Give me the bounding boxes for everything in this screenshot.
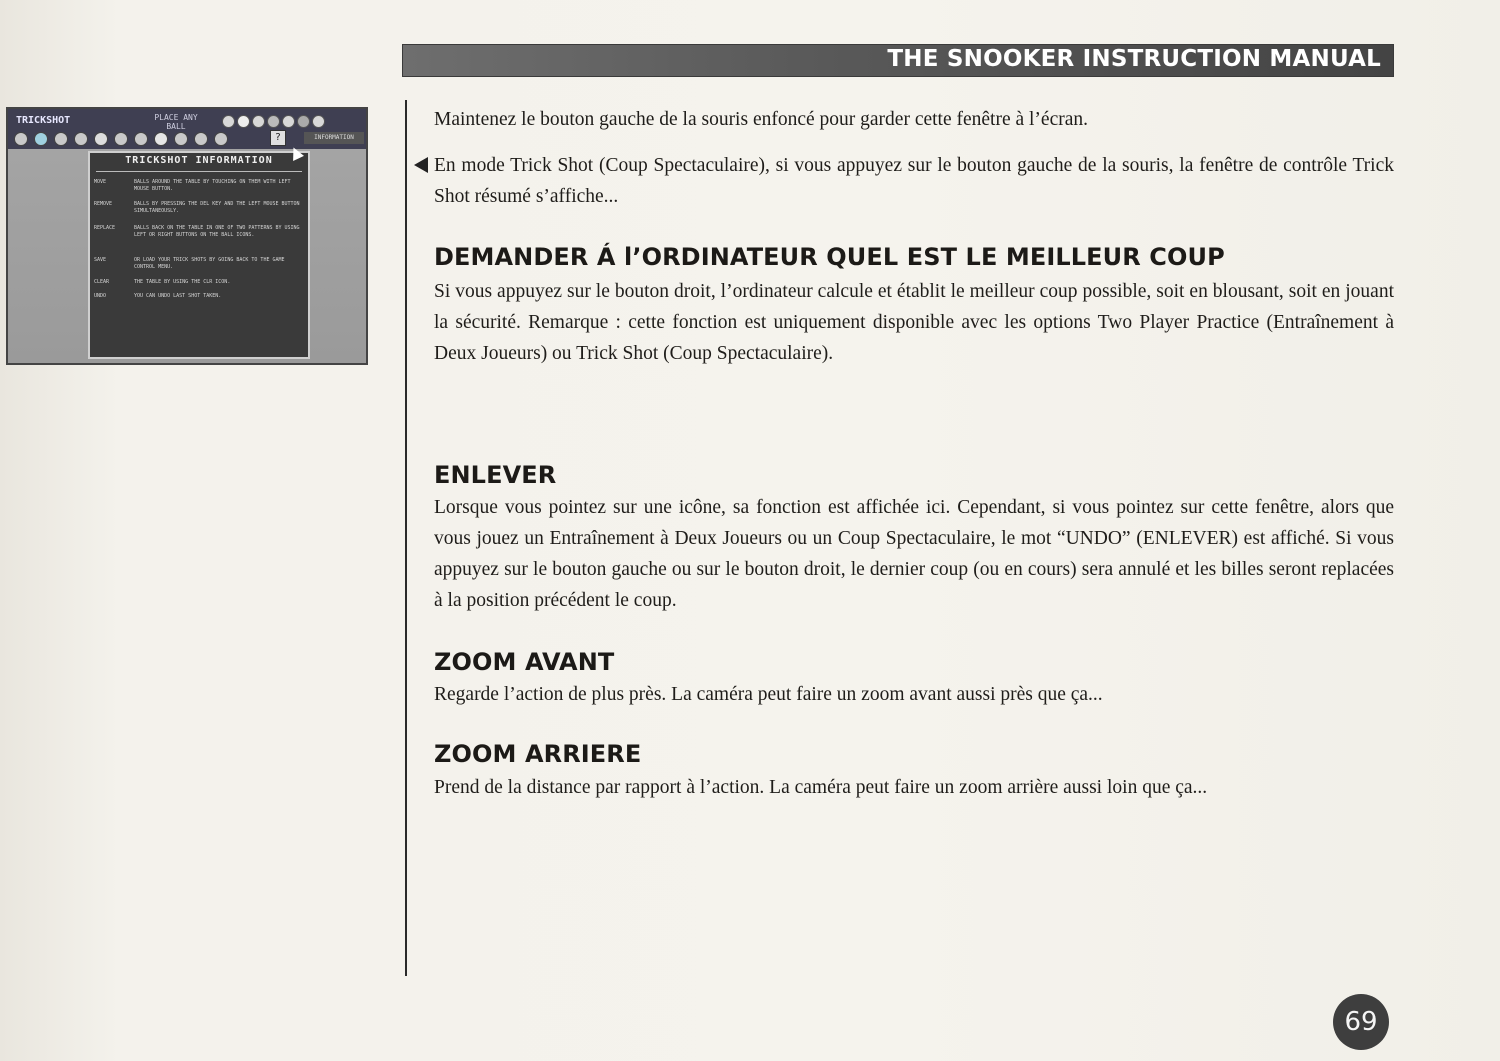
section-body: Lorsque vous pointez sur une icône, sa fonction est affichée ici. Cependant, si vous pointez sur cette fenêtre, alors que vous jouez un Entraînement à Deux Joueurs ou un Coup Spectaculaire, le mot “UNDO” (ENLEVER) est affiché. Si vous appuyez sur le bouton gauche ou sur le bouton droit, le dernier coup (ou en cours) sera annulé et les billes seront replacées à la position précédent le coup. [434, 497, 1394, 611]
info-row-desc: BALLS AROUND THE TABLE BY TOUCHING ON THEM WITH LEFT MOUSE BUTTON. [134, 179, 291, 192]
header-bar [402, 44, 1394, 77]
tool-icon [34, 132, 48, 146]
tool-icon [134, 132, 148, 146]
info-row-key: MOVE [94, 179, 107, 185]
manual-title: THE SNOOKER INSTRUCTION MANUAL [887, 46, 1381, 72]
info-row-key: UNDO [94, 293, 107, 299]
tool-icon [174, 132, 188, 146]
section-heading: DEMANDER Á l’ORDINATEUR QUEL EST LE MEILLEUR COUP [434, 243, 1225, 271]
trickshot-mode-label: TRICKSHOT [16, 115, 71, 126]
info-row-desc: OR LOAD YOUR TRICK SHOTS BY GOING BACK TO THE GAME CONTROL MENU. [134, 257, 285, 270]
section-body: Regarde l’action de plus près. La caméra peut faire un zoom avant aussi près que ça... [434, 684, 1103, 705]
information-tab: INFORMATION [304, 132, 364, 144]
info-row-desc: BALLS BY PRESSING THE DEL KEY AND THE LEFT MOUSE BUTTON SIMULTANEOUSLY. [134, 201, 300, 214]
tool-icon [114, 132, 128, 146]
info-row-desc: BALLS BACK ON THE TABLE IN ONE OF TWO PATTERNS BY USING LEFT OR RIGHT BUTTONS ON THE BALL ICONS. [134, 225, 300, 238]
info-row-key: CLEAR [94, 279, 110, 285]
tool-icon [154, 132, 168, 146]
tool-icon [54, 132, 68, 146]
dialog-divider [96, 171, 302, 172]
info-row-desc: THE TABLE BY USING THE CLR ICON. [134, 279, 231, 285]
section-body: Prend de la distance par rapport à l’action. La caméra peut faire un zoom arrière aussi loin que ça... [434, 777, 1208, 798]
intro-paragraph-1: Maintenez le bouton gauche de la souris enfoncé pour garder cette fenêtre à l’écran. [434, 109, 1089, 130]
column-divider [405, 100, 407, 976]
place-ball-label: PLACE ANY BALL [154, 113, 198, 131]
section-heading: ZOOM ARRIERE [434, 740, 642, 768]
tool-icon [194, 132, 208, 146]
ball-icon [297, 115, 310, 128]
section-body: Si vous appuyez sur le bouton droit, l’ordinateur calcule et établit le meilleur coup possible, soit en blousant, soit en jouant la sécurité. Remarque : cette fonction est uniquement disponible avec les options Two Player Practice (Entraînement à Deux Joueurs) ou Trick Shot (Coup Spectaculaire). [434, 281, 1394, 364]
info-row-key: REPLACE [94, 225, 116, 231]
ball-icon [237, 115, 250, 128]
info-row-desc: YOU CAN UNDO LAST SHOT TAKEN. [134, 293, 222, 299]
page-number: 69 [1333, 994, 1389, 1050]
tool-icon [214, 132, 228, 146]
pointer-arrow-icon [414, 157, 428, 173]
ball-icon [222, 115, 235, 128]
tool-icon [74, 132, 88, 146]
tool-icon [94, 132, 108, 146]
info-row-key: SAVE [94, 257, 107, 263]
ball-icon [282, 115, 295, 128]
game-toolbar [8, 109, 366, 149]
ball-icon [312, 115, 325, 128]
ball-icon [252, 115, 265, 128]
trickshot-screenshot [6, 107, 368, 365]
section-heading: ENLEVER [434, 461, 557, 489]
help-icon: ? [270, 130, 286, 146]
intro-paragraph-2: En mode Trick Shot (Coup Spectaculaire), si vous appuyez sur le bouton gauche de la souris, la fenêtre de contrôle Trick Shot résumé s’affiche... [434, 155, 1394, 207]
section-heading: ZOOM AVANT [434, 648, 615, 676]
trickshot-info-dialog [88, 151, 310, 359]
info-row-key: REMOVE [94, 201, 113, 207]
ball-icon [267, 115, 280, 128]
tool-icon [14, 132, 28, 146]
dialog-title: TRICKSHOT INFORMATION [125, 155, 273, 166]
